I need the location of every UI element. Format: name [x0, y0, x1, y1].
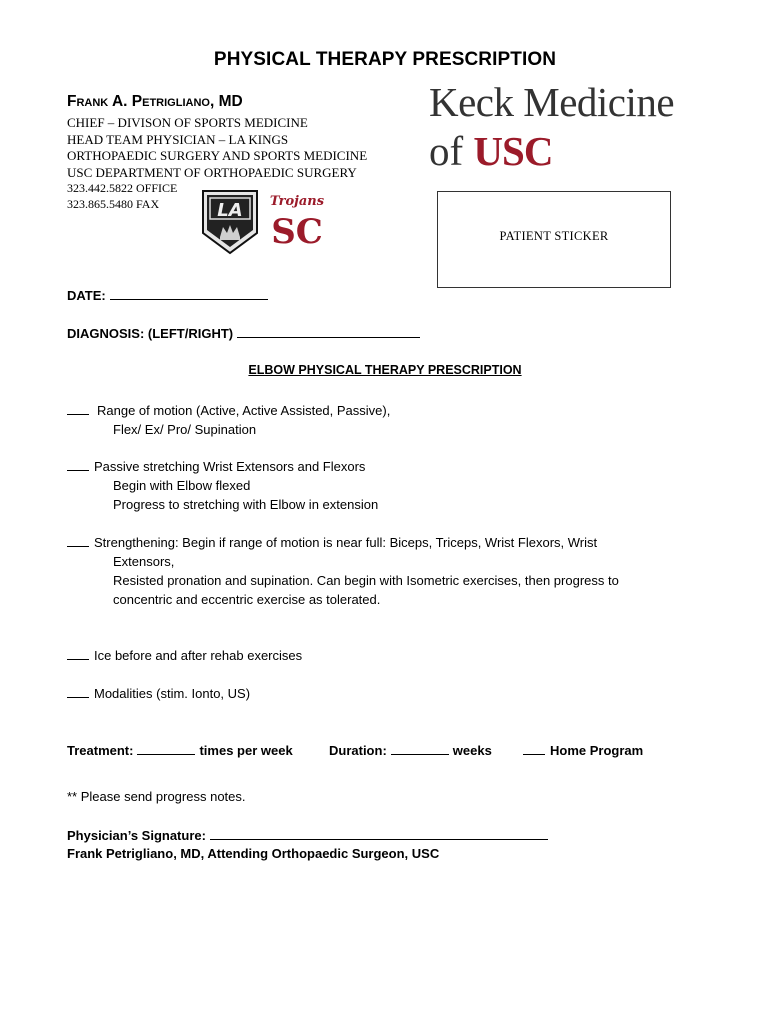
treatment-label: Treatment: [67, 743, 134, 758]
times-per-week-label: times per week [199, 743, 293, 758]
fax-number: 323.865.5480 FAX [67, 196, 160, 211]
home-program-blank[interactable] [523, 742, 545, 755]
usc-text: USC [473, 128, 553, 174]
diagnosis-field[interactable] [67, 325, 420, 341]
keck-medicine-wordmark: Keck Medicine [429, 79, 675, 125]
usc-trojans-logo [266, 191, 328, 249]
prescription-item [67, 533, 619, 609]
patient-sticker-label: PATIENT STICKER [499, 229, 609, 243]
patient-sticker-box [437, 191, 671, 288]
item-continuation: Begin with Elbow flexed [113, 478, 251, 493]
signature-label: Physician’s Signature: [67, 828, 206, 843]
prescription-item [67, 401, 390, 439]
item-continuation: Extensors, [113, 554, 175, 569]
section-title: ELBOW PHYSICAL THERAPY PRESCRIPTION [248, 363, 522, 377]
item-text: Ice before and after rehab exercises [94, 648, 303, 663]
prescription-item [67, 684, 250, 703]
item-continuation: Progress to stretching with Elbow in extension [113, 497, 379, 512]
checkbox-line[interactable] [67, 459, 89, 471]
kings-logo-text: LA [217, 200, 243, 221]
item-text: Strengthening: Begin if range of motion is near full: Biceps, Triceps, Wrist Flexors, Wrist [94, 535, 598, 550]
item-continuation: Resisted pronation and supination. Can begin with Isometric exercises, then progress to [113, 573, 619, 588]
trojans-script: Trojans [269, 194, 325, 209]
of-usc-wordmark [429, 127, 552, 175]
office-phone: 323.442.5822 OFFICE [67, 181, 178, 196]
item-continuation: Flex/ Ex/ Pro/ Supination [113, 422, 257, 437]
treatment-blank[interactable] [137, 742, 195, 755]
physician-title-line: CHIEF – DIVISON OF SPORTS MEDICINE [67, 115, 308, 130]
diagnosis-label: DIAGNOSIS: (LEFT/RIGHT) [67, 326, 234, 341]
home-program-label: Home Program [550, 743, 644, 758]
physician-title-line: USC DEPARTMENT OF ORTHOPAEDIC SURGERY [67, 164, 357, 180]
sc-monogram: SC [271, 212, 323, 249]
home-program-field[interactable] [523, 742, 643, 758]
date-label: DATE: [67, 288, 106, 303]
item-continuation: concentric and eccentric exercise as tolerated. [113, 592, 381, 607]
diagnosis-blank[interactable] [237, 325, 420, 338]
progress-notes-text: ** Please send progress notes. [67, 789, 246, 804]
keck-medicine-logo [429, 78, 719, 178]
item-text: Passive stretching Wrist Extensors and Flexors [94, 459, 366, 474]
weeks-label: weeks [452, 743, 492, 758]
physician-name: Frank A. Petrigliano, MD [67, 93, 243, 110]
physician-title-line: HEAD TEAM PHYSICIAN – LA KINGS [67, 131, 289, 147]
item-text: Modalities (stim. Ionto, US) [94, 686, 251, 701]
prescription-item [67, 457, 378, 514]
duration-label: Duration: [329, 743, 387, 758]
treatment-field[interactable] [67, 742, 293, 758]
duration-field[interactable] [329, 742, 492, 758]
duration-blank[interactable] [391, 742, 449, 755]
signature-blank[interactable] [210, 827, 548, 840]
checkbox-line[interactable] [67, 686, 89, 698]
checkbox-line[interactable] [67, 648, 89, 660]
signature-field[interactable] [67, 827, 548, 843]
of-text: of [429, 128, 474, 174]
attending-physician-line: Frank Petrigliano, MD, Attending Orthopaedic Surgeon, USC [67, 846, 440, 861]
checkbox-line[interactable] [67, 403, 89, 415]
physician-title-line: ORTHOPAEDIC SURGERY AND SPORTS MEDICINE [67, 148, 368, 164]
la-kings-logo [201, 189, 259, 255]
checkbox-line[interactable] [67, 535, 89, 547]
prescription-item [67, 646, 302, 665]
date-field[interactable] [67, 287, 268, 303]
page-title: PHYSICAL THERAPY PRESCRIPTION [213, 49, 557, 70]
item-text: Range of motion (Active, Active Assisted, Passive), [97, 403, 391, 418]
date-blank[interactable] [110, 287, 268, 300]
